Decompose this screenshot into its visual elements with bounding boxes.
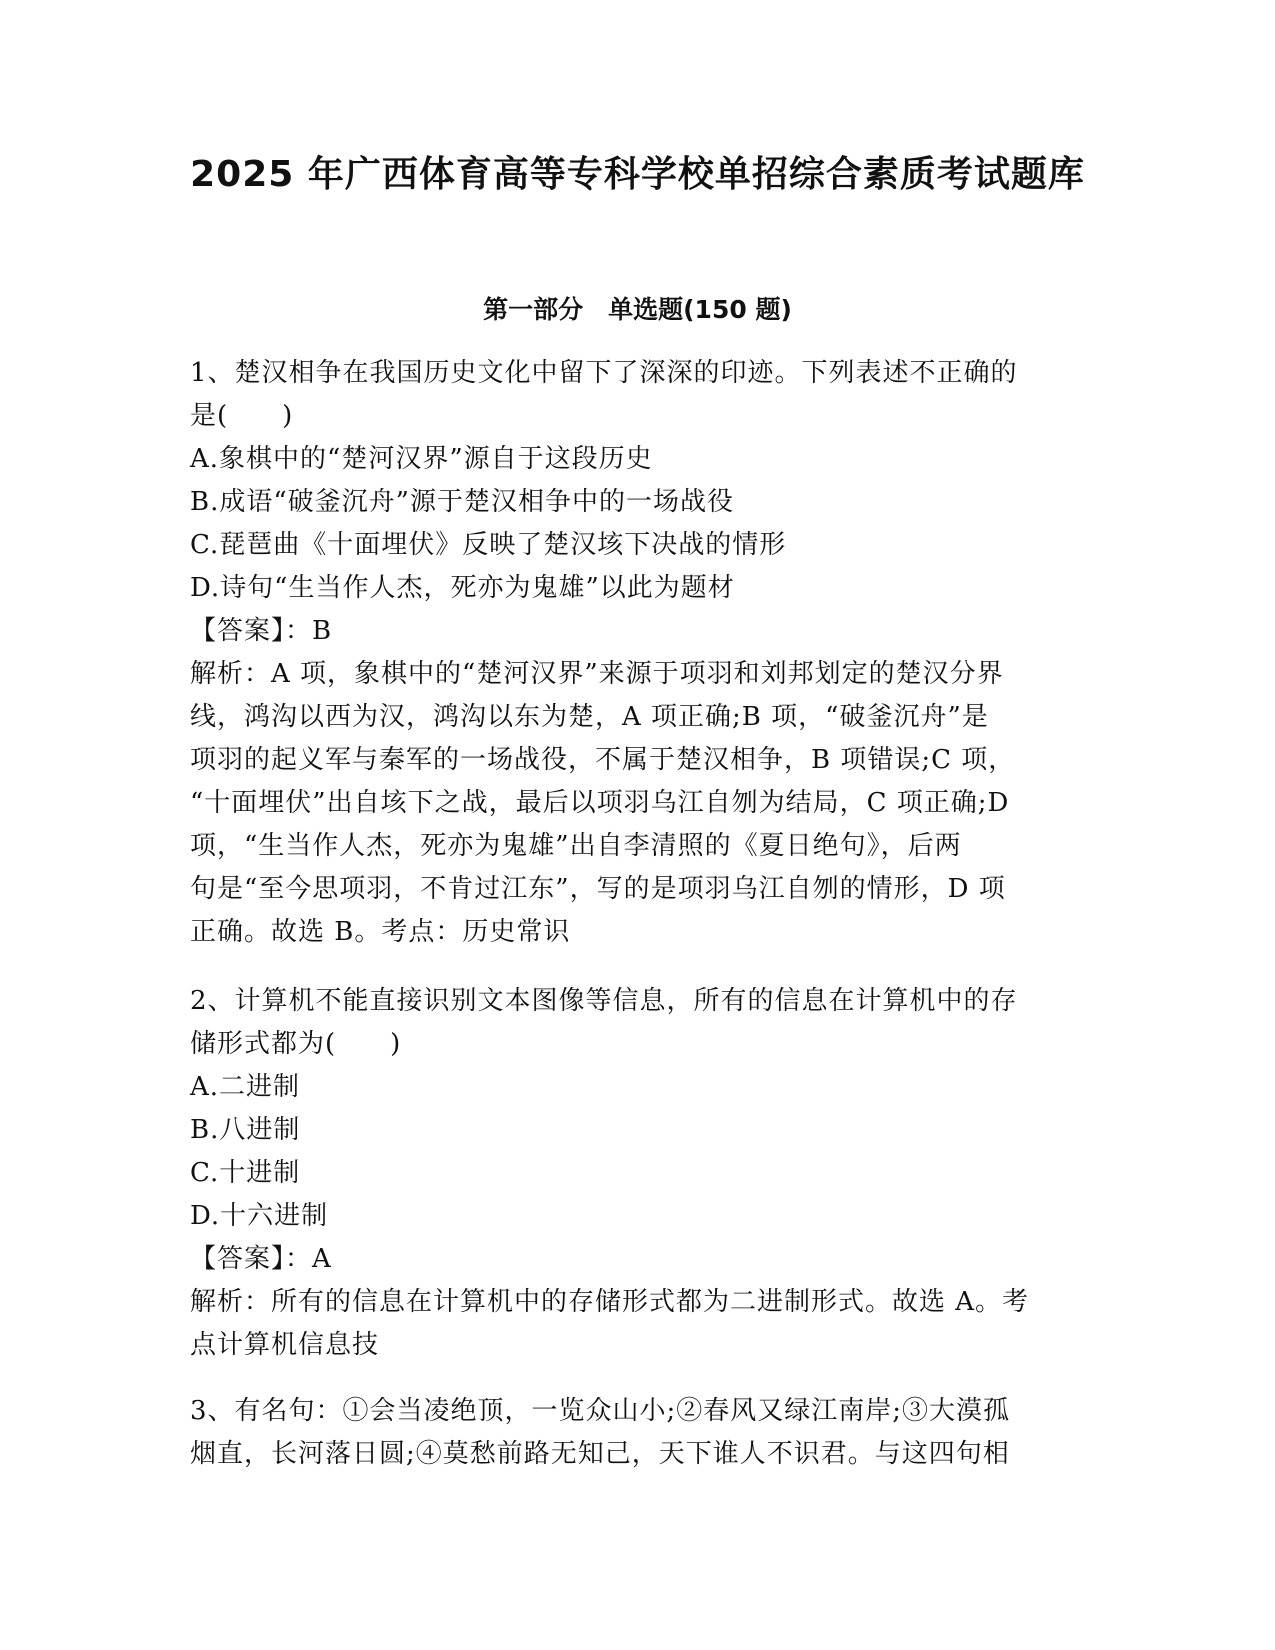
section-heading: 第一部分 单选题(150 题) xyxy=(483,295,792,324)
question-1 xyxy=(190,352,1090,954)
question-1-analysis-line-6: 句是“至今思项羽，不肯过江东”，写的是项羽乌江自刎的情形，D 项 xyxy=(190,874,1006,904)
question-1-analysis-line-2: 线，鸿沟以西为汉，鸿沟以东为楚，A 项正确;B 项，“破釜沉舟”是 xyxy=(190,702,989,732)
question-2-option-d: D.十六进制 xyxy=(190,1201,329,1231)
question-1-answer: 【答案】：B xyxy=(190,616,333,646)
question-1-option-d: D.诗句“生当作人杰，死亦为鬼雄”以此为题材 xyxy=(190,573,735,603)
question-2-analysis-line-1: 解析：所有的信息在计算机中的存储形式都为二进制形式。故选 A。考 xyxy=(190,1287,1030,1317)
question-2-option-a: A.二进制 xyxy=(190,1072,301,1102)
question-1-option-b: B.成语“破釜沉舟”源于楚汉相争中的一场战役 xyxy=(190,487,734,517)
question-3 xyxy=(190,1390,1090,1476)
document-title: 2025 年广西体育高等专科学校单招综合素质考试题库 xyxy=(190,154,1085,195)
question-1-analysis-line-7: 正确。故选 B。考点：历史常识 xyxy=(190,917,571,947)
question-2-option-b: B.八进制 xyxy=(190,1115,301,1145)
question-1-analysis-line-1: 解析：A 项，象棋中的“楚河汉界”来源于项羽和刘邦划定的楚汉分界 xyxy=(190,659,1004,689)
question-2 xyxy=(190,980,1090,1367)
question-2-answer: 【答案】：A xyxy=(190,1244,332,1274)
question-2-option-c: C.十进制 xyxy=(190,1158,301,1188)
question-1-stem-line-2: 是( ) xyxy=(190,401,294,431)
question-1-analysis-line-5: 项，“生当作人杰，死亦为鬼雄”出自李清照的《夏日绝句》，后两 xyxy=(190,831,962,861)
question-3-stem-line-1: 3、有名句：①会当凌绝顶，一览众山小;②春风又绿江南岸;③大漠孤 xyxy=(190,1396,1011,1426)
question-2-stem-line-2: 储形式都为( ) xyxy=(190,1029,402,1059)
question-1-analysis-line-4: “十面埋伏”出自垓下之战，最后以项羽乌江自刎为结局，C 项正确;D xyxy=(190,788,1010,818)
question-1-stem-line-1: 1、楚汉相争在我国历史文化中留下了深深的印迹。下列表述不正确的 xyxy=(190,358,1018,388)
question-2-stem-line-1: 2、计算机不能直接识别文本图像等信息，所有的信息在计算机中的存 xyxy=(190,986,1018,1016)
question-3-stem-line-2: 烟直，长河落日圆;④莫愁前路无知己，天下谁人不识君。与这四句相 xyxy=(190,1439,1010,1469)
question-1-analysis-line-3: 项羽的起义军与秦军的一场战役，不属于楚汉相争，B 项错误;C 项， xyxy=(190,745,1016,775)
question-1-option-a: A.象棋中的“楚河汉界”源自于这段历史 xyxy=(190,444,653,474)
question-1-option-c: C.琵琶曲《十面埋伏》反映了楚汉垓下决战的情形 xyxy=(190,530,787,560)
question-2-analysis-line-2: 点计算机信息技 xyxy=(190,1330,380,1360)
